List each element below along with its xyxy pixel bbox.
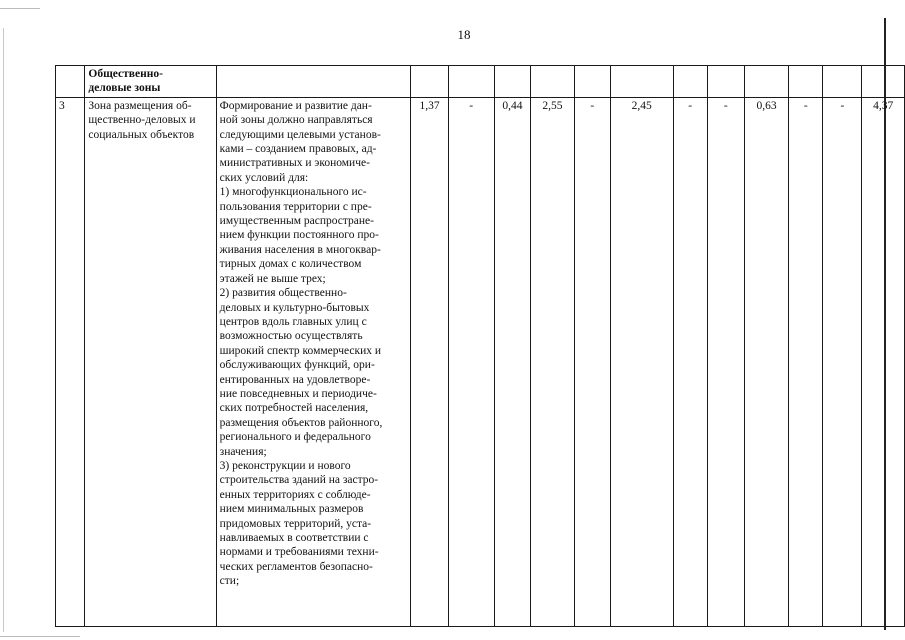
value-cell: - — [673, 97, 707, 626]
table-row — [56, 97, 905, 626]
header-empty-cell — [707, 66, 744, 98]
value-cell: - — [789, 97, 823, 626]
zone-description: Формирование и развитие дан- ной зоны должно направляться следующими целевыми установ- ками – созданием правовых, ад- министративных и экономиче- ских условий для: 1) многофункционального ис- пользования территории с пре- имущественным распростране- нием функции постоянного про- живания населения в многоквар- тирных домах с количеством этажей не выше трех; 2) развития общественно- деловых и культурно-бытовых центров вдоль главных улиц с возможностью осуществлять широкий спектр коммерческих и обслуживающих функций, ори- ентированных на удовлетворе- ние повседневных и периодиче- ских потребностей населения, размещения объектов районного, регионального и федерального значения; 3) реконструкции и нового строительства зданий на застро- енных территориях с соблюде- нием минимальных размеров придомовых территорий, уста- навливаемых в соответствии с нормами и требованиями техни- ческих регламентов безопасно- сти; — [216, 97, 411, 626]
header-empty-cell — [862, 66, 905, 98]
section-header-row — [56, 66, 905, 98]
value-cell: - — [823, 97, 862, 626]
value-cell: 4,37 — [862, 97, 905, 626]
value-cell: 2,45 — [610, 97, 673, 626]
row-index: 3 — [56, 97, 85, 626]
scan-artifact-line — [0, 636, 80, 637]
value-cell: - — [448, 97, 494, 626]
header-empty-cell — [744, 66, 788, 98]
page-border-left — [3, 28, 4, 632]
value-cell: - — [707, 97, 744, 626]
section-title: Общественно- деловые зоны — [85, 66, 216, 98]
header-empty-cell — [531, 66, 574, 98]
value-cell: 0,63 — [744, 97, 788, 626]
zones-table — [55, 65, 905, 627]
header-index-cell — [56, 66, 85, 98]
value-cell: 2,55 — [531, 97, 574, 626]
header-empty-cell — [411, 66, 449, 98]
header-empty-cell — [448, 66, 494, 98]
header-empty-cell — [673, 66, 707, 98]
header-empty-cell — [574, 66, 610, 98]
value-cell: - — [574, 97, 610, 626]
scan-artifact-line — [0, 8, 40, 9]
header-empty-cell — [823, 66, 862, 98]
value-cell: 1,37 — [411, 97, 449, 626]
header-empty-cell — [216, 66, 411, 98]
header-empty-cell — [789, 66, 823, 98]
value-cell: 0,44 — [494, 97, 531, 626]
page-number: 18 — [457, 27, 471, 42]
zone-name: Зона размещения об- щественно-деловых и социальных объектов — [85, 97, 216, 626]
header-empty-cell — [494, 66, 531, 98]
header-empty-cell — [610, 66, 673, 98]
